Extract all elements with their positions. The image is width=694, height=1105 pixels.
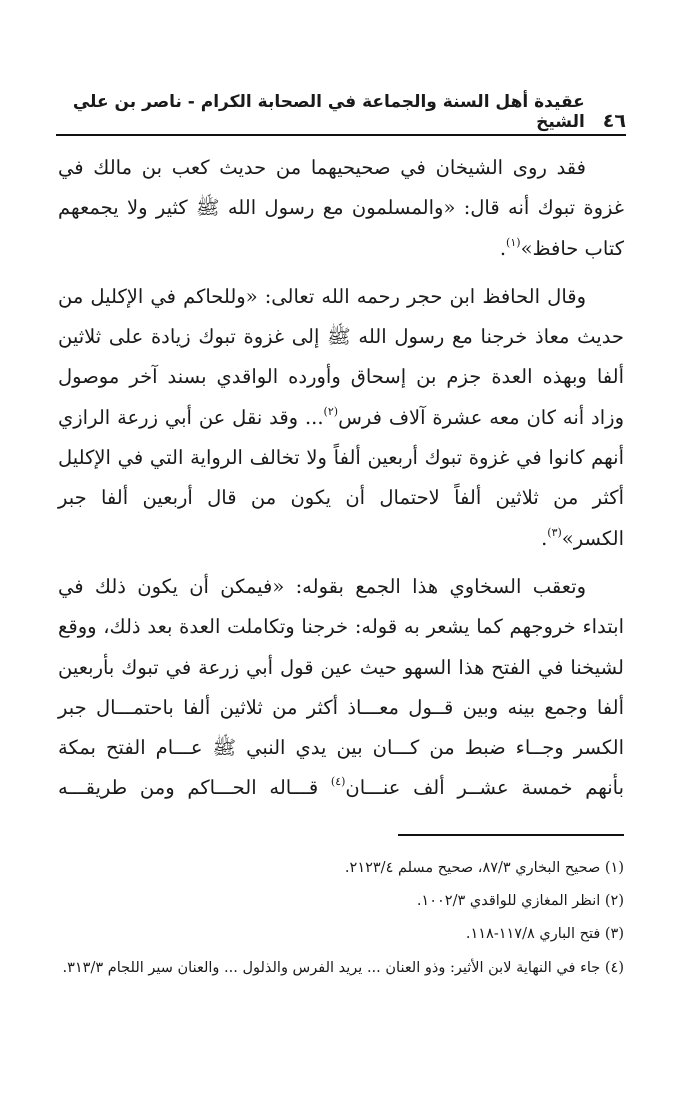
running-header	[56, 92, 626, 132]
footnote-marker-3: (٣)	[547, 525, 562, 539]
footnote-3: (٣) فتح الباري ١١٧/٨-١١٨.	[465, 926, 624, 942]
running-title: عقيدة أهل السنة والجماعة في الصحابة الكرام - ناصر بن علي الشيخ	[72, 92, 585, 132]
footnote-rule	[398, 834, 624, 836]
page-number: ٤٦	[602, 110, 626, 132]
footnote-4: (٤) جاء في النهاية لابن الأثير: وذو العنان ... يريد الفرس والذلول ... والعنان سير اللجام ٣١٣/٣.	[62, 960, 624, 976]
header-rule	[56, 134, 626, 136]
paragraph-1: فقد روى الشيخان في صحيحيهما من حديث كعب بن مالك في غزوة تبوك أنه قال: «والمسلمون مع رسول الله ﷺ كثير ولا يجمعهم كتاب حافظ»$^{(١)}$.	[58, 156, 624, 260]
main-text	[58, 148, 624, 817]
footnotes	[58, 852, 624, 985]
footnote-marker-2: (٢)	[323, 404, 339, 418]
footnote-marker-1: (١)	[506, 235, 521, 249]
paragraph-3: وتعقب السخاوي هذا الجمع بقوله: «فيمكن أن يكون ذلك في ابتداء خروجهم كما يشعر به قوله: خرجنا وتكاملت العدة بعد ذلك، ووقع لشيخنا في الفتح هذا السهو حيث عين قول أبي زرعة في تبوك بأربعين ألفا وجمع بينه وبين قــول معـــاذ أكثر من ثلاثين ألفا باحتمـــال جبر الكسر وجــاء ضبط من كـــان بين يدي النبي ﷺ عـــام الفتح بمكة بأنهم خمسة عشــر ألف عنـــان$^{(٤)}$ قـــاله الحـــاكم ومن طريقـــه	[58, 574, 624, 800]
footnote-1: (١) صحيح البخاري ٨٧/٣، صحيح مسلم ٢١٢٣/٤.	[344, 860, 624, 876]
paragraph-2: وقال الحافظ ابن حجر رحمه الله تعالى: «وللحاكم في الإكليل من حديث معاذ خرجنا مع رسول الله ﷺ إلى غزوة تبوك زيادة على ثلاثين ألفا وبهذه العدة جزم بن إسحاق وأورده الواقدي بسند آخر موصول وزاد أنه كان معه عشرة آلاف فرس$^{(٢)}$... وقد نقل عن أبي زرعة الرازي أنهم كانوا في غزوة تبوك أربعين ألفاً ولا تخالف الرواية التي في الإكليل أكثر من ثلاثين ألفاً لاحتمال أن يكون من قال أربعين ألفا جبر الكسر»$^{(٣)}$.	[58, 284, 624, 550]
footnote-marker-4: (٤)	[330, 775, 346, 789]
footnote-2: (٢) انظر المغازي للواقدي ١٠٠٢/٣.	[416, 893, 624, 909]
